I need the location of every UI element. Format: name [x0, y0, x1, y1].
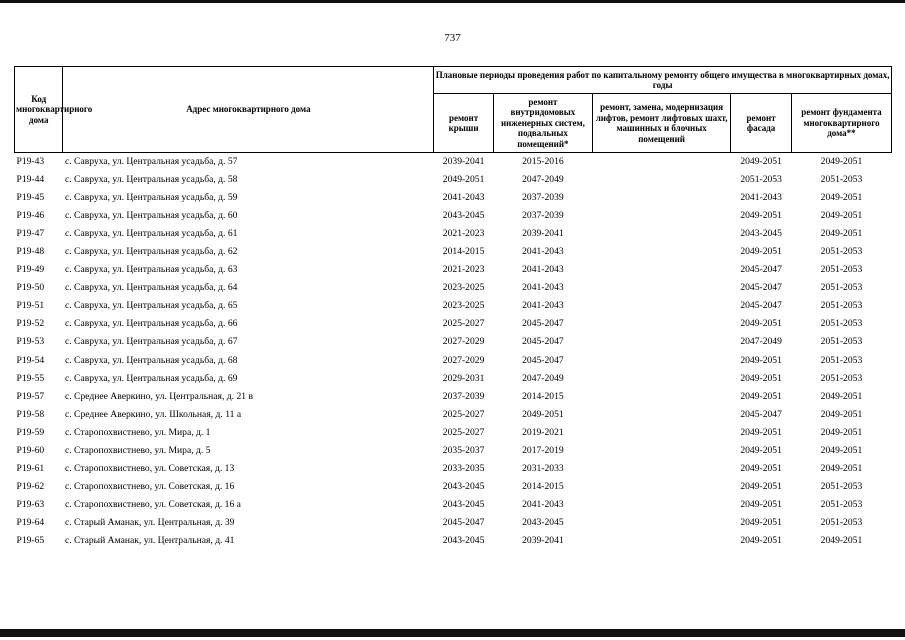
header-foundation: ремонт фундамента многоквартирного дома**: [791, 94, 891, 153]
cell-foundation: 2051-2053: [820, 354, 863, 366]
cell-roof: 2039-2041: [442, 156, 485, 168]
cell-code: Р19-63: [16, 498, 45, 510]
cell-code: Р19-61: [16, 462, 45, 474]
cell-engineering: 2045-2047: [522, 336, 564, 348]
cell-code: Р19-52: [16, 318, 45, 330]
cell-code: Р19-51: [16, 300, 45, 312]
cell-facade: 2049-2051: [740, 156, 782, 168]
cell-roof: 2043-2045: [442, 480, 485, 492]
cell-engineering: 2039-2041: [522, 535, 564, 546]
cell-roof: 2033-2035: [442, 462, 485, 474]
cell-foundation: 2049-2051: [820, 408, 863, 420]
cell-facade: 2049-2051: [740, 372, 782, 384]
table-row: [15, 189, 892, 207]
cell-roof: 2041-2043: [442, 192, 485, 204]
cell-roof: 2025-2027: [442, 408, 485, 420]
cell-engineering: 2045-2047: [522, 318, 564, 330]
cell-roof: 2049-2051: [442, 174, 485, 186]
cell-engineering: 2037-2039: [522, 192, 564, 204]
cell-engineering: 2049-2051: [522, 408, 564, 420]
cell-facade: 2045-2047: [740, 264, 782, 276]
cell-address: с. Среднее Аверкино, ул. Школьная, д. 11 а: [64, 408, 242, 420]
cell-foundation: 2049-2051: [820, 192, 863, 204]
cell-address: с. Старопохвистнево, ул. Советская, д. 13: [64, 462, 235, 474]
cell-facade: 2051-2053: [740, 174, 782, 186]
cell-facade: 2049-2051: [740, 354, 782, 366]
cell-foundation: 2051-2053: [820, 300, 863, 312]
cell-facade: 2041-2043: [740, 192, 782, 204]
cell-code: Р19-48: [16, 246, 45, 258]
cell-address: с. Старый Аманак, ул. Центральная, д. 39: [64, 516, 235, 528]
cell-address: с. Старый Аманак, ул. Центральная, д. 41: [64, 535, 235, 546]
cell-facade: 2045-2047: [740, 300, 782, 312]
cell-elevators: [592, 352, 730, 370]
cell-foundation: 2049-2051: [820, 444, 863, 456]
header-periods-group: Плановые периоды проведения работ по капитальному ремонту общего имущества в многоквартирных домах, годы: [434, 67, 892, 94]
cell-engineering: 2047-2049: [522, 372, 564, 384]
table-row: [15, 315, 892, 333]
cell-address: с. Савруха, ул. Центральная усадьба, д. 64: [64, 282, 238, 294]
cell-foundation: 2049-2051: [820, 535, 863, 546]
table-row: [15, 297, 892, 315]
cell-code: Р19-47: [16, 228, 45, 240]
cell-elevators: [592, 460, 730, 478]
cell-address: с. Старопохвистнево, ул. Советская, д. 16 а: [64, 498, 241, 510]
cell-address: с. Савруха, ул. Центральная усадьба, д. 61: [64, 228, 238, 240]
cell-foundation: 2051-2053: [820, 318, 863, 330]
cell-elevators: [592, 189, 730, 207]
cell-code: Р19-49: [16, 264, 45, 276]
cell-foundation: 2049-2051: [820, 210, 863, 222]
cell-foundation: 2051-2053: [820, 372, 863, 384]
table-row: [15, 225, 892, 243]
cell-elevators: [592, 514, 730, 532]
table-body: [15, 153, 892, 551]
cell-elevators: [592, 315, 730, 333]
cell-foundation: 2049-2051: [820, 390, 863, 402]
cell-address: с. Старопохвистнево, ул. Мира, д. 1: [64, 426, 211, 438]
cell-engineering: 2014-2015: [522, 480, 564, 492]
cell-elevators: [592, 243, 730, 261]
cell-code: Р19-44: [16, 174, 45, 186]
cell-roof: 2025-2027: [442, 426, 485, 438]
cell-roof: 2023-2025: [442, 282, 485, 294]
table-row: [15, 153, 892, 172]
header-elevators: ремонт, замена, модернизация лифтов, ремонт лифтовых шахт, машинных и блочных помещений: [592, 94, 730, 153]
cell-foundation: 2049-2051: [820, 228, 863, 240]
cell-code: Р19-53: [16, 336, 45, 348]
cell-engineering: 2041-2043: [522, 264, 564, 276]
cell-code: Р19-60: [16, 444, 45, 456]
top-rule: [0, 0, 905, 3]
cell-address: с. Савруха, ул. Центральная усадьба, д. 59: [64, 192, 238, 204]
header-facade: ремонт фасада: [731, 94, 792, 153]
cell-address: с. Савруха, ул. Центральная усадьба, д. 67: [64, 336, 238, 348]
table-row: [15, 532, 892, 550]
table-row: [15, 333, 892, 351]
cell-roof: 2025-2027: [442, 318, 485, 330]
cell-facade: 2049-2051: [740, 444, 782, 456]
cell-address: с. Савруха, ул. Центральная усадьба, д. 68: [64, 354, 238, 366]
cell-address: с. Савруха, ул. Центральная усадьба, д. 62: [64, 246, 238, 258]
cell-elevators: [592, 496, 730, 514]
cell-code: Р19-59: [16, 426, 45, 438]
cell-address: с. Савруха, ул. Центральная усадьба, д. 58: [64, 174, 238, 186]
cell-roof: 2021-2023: [442, 228, 485, 240]
cell-code: Р19-43: [16, 156, 45, 168]
cell-code: Р19-50: [16, 282, 45, 294]
cell-engineering: 2037-2039: [522, 210, 564, 222]
table-row: [15, 496, 892, 514]
cell-roof: 2027-2029: [442, 354, 485, 366]
cell-elevators: [592, 225, 730, 243]
cell-facade: 2049-2051: [740, 210, 782, 222]
cell-engineering: 2039-2041: [522, 228, 564, 240]
cell-foundation: 2051-2053: [820, 174, 863, 186]
table-row: [15, 243, 892, 261]
cell-roof: 2043-2045: [442, 535, 485, 546]
cell-elevators: [592, 406, 730, 424]
table-row: [15, 442, 892, 460]
header-code: Код многоквартирного дома: [15, 67, 63, 153]
table-row: [15, 171, 892, 189]
cell-elevators: [592, 478, 730, 496]
cell-engineering: 2041-2043: [522, 246, 564, 258]
table-row: [15, 352, 892, 370]
cell-facade: 2049-2051: [740, 426, 782, 438]
cell-foundation: 2051-2053: [820, 516, 863, 528]
cell-address: с. Старопохвистнево, ул. Мира, д. 5: [64, 444, 211, 456]
page-number: 737: [444, 32, 461, 44]
cell-foundation: 2051-2053: [820, 336, 863, 348]
table-row: [15, 514, 892, 532]
cell-elevators: [592, 171, 730, 189]
table-row: [15, 406, 892, 424]
cell-facade: 2049-2051: [740, 480, 782, 492]
cell-engineering: 2043-2045: [522, 516, 564, 528]
cell-elevators: [592, 261, 730, 279]
cell-facade: 2045-2047: [740, 282, 782, 294]
cell-address: с. Савруха, ул. Центральная усадьба, д. 66: [64, 318, 238, 330]
cell-elevators: [592, 388, 730, 406]
cell-elevators: [592, 207, 730, 225]
cell-engineering: 2031-2033: [522, 462, 564, 474]
cell-foundation: 2049-2051: [820, 156, 863, 168]
cell-code: Р19-64: [16, 516, 45, 528]
cell-code: Р19-62: [16, 480, 45, 492]
cell-foundation: 2051-2053: [820, 498, 863, 510]
cell-facade: 2049-2051: [740, 318, 782, 330]
cell-elevators: [592, 532, 730, 550]
cell-engineering: 2041-2043: [522, 282, 564, 294]
cell-address: с. Старопохвистнево, ул. Советская, д. 16: [64, 480, 235, 492]
cell-elevators: [592, 424, 730, 442]
cell-address: с. Савруха, ул. Центральная усадьба, д. 65: [64, 300, 238, 312]
cell-address: с. Савруха, ул. Центральная усадьба, д. 63: [64, 264, 238, 276]
cell-address: с. Савруха, ул. Центральная усадьба, д. 60: [64, 210, 238, 222]
cell-facade: 2049-2051: [740, 498, 782, 510]
cell-foundation: 2051-2053: [820, 264, 863, 276]
header-engineering: ремонт внутридомовых инженерных систем, подвальных помещений*: [493, 94, 592, 153]
cell-roof: 2027-2029: [442, 336, 485, 348]
cell-foundation: 2051-2053: [820, 480, 863, 492]
cell-address: с. Среднее Аверкино, ул. Центральная, д. 21 в: [64, 390, 253, 402]
cell-elevators: [592, 370, 730, 388]
cell-engineering: 2019-2021: [522, 426, 564, 438]
table-row: [15, 261, 892, 279]
table-header: [15, 67, 892, 153]
cell-facade: 2045-2047: [740, 408, 782, 420]
cell-roof: 2035-2037: [442, 444, 485, 456]
cell-engineering: 2017-2019: [522, 444, 564, 456]
cell-facade: 2047-2049: [740, 336, 782, 348]
cell-roof: 2021-2023: [442, 264, 485, 276]
cell-foundation: 2051-2053: [820, 282, 863, 294]
cell-elevators: [592, 153, 730, 172]
cell-facade: 2049-2051: [740, 462, 782, 474]
cell-elevators: [592, 442, 730, 460]
cell-foundation: 2049-2051: [820, 462, 863, 474]
cell-elevators: [592, 279, 730, 297]
header-roof: ремонт крыши: [434, 94, 494, 153]
cell-elevators: [592, 333, 730, 351]
cell-code: Р19-55: [16, 372, 45, 384]
table-row: [15, 370, 892, 388]
table-row: [15, 460, 892, 478]
table-row: [15, 207, 892, 225]
cell-facade: 2049-2051: [740, 390, 782, 402]
table-row: [15, 388, 892, 406]
cell-roof: 2037-2039: [442, 390, 485, 402]
cell-address: с. Савруха, ул. Центральная усадьба, д. 57: [64, 156, 238, 168]
cell-facade: 2049-2051: [740, 516, 782, 528]
cell-code: Р19-46: [16, 210, 45, 222]
cell-roof: 2045-2047: [442, 516, 485, 528]
cell-facade: 2049-2051: [740, 535, 782, 546]
cell-code: Р19-65: [16, 535, 45, 546]
cell-roof: 2023-2025: [442, 300, 485, 312]
cell-engineering: 2041-2043: [522, 498, 564, 510]
cell-roof: 2029-2031: [442, 372, 485, 384]
cell-roof: 2014-2015: [442, 246, 485, 258]
cell-roof: 2043-2045: [442, 498, 485, 510]
cell-engineering: 2047-2049: [522, 174, 564, 186]
cell-facade: 2043-2045: [740, 228, 782, 240]
cell-code: Р19-58: [16, 408, 45, 420]
table-row: [15, 279, 892, 297]
table-row: [15, 424, 892, 442]
cell-facade: 2049-2051: [740, 246, 782, 258]
cell-engineering: 2041-2043: [522, 300, 564, 312]
cell-address: с. Савруха, ул. Центральная усадьба, д. 69: [64, 372, 238, 384]
cell-engineering: 2015-2016: [522, 156, 564, 168]
cell-roof: 2043-2045: [442, 210, 485, 222]
cell-engineering: 2014-2015: [522, 390, 564, 402]
cell-foundation: 2049-2051: [820, 426, 863, 438]
bottom-rule: [0, 629, 905, 637]
cell-code: Р19-57: [16, 390, 45, 402]
cell-foundation: 2051-2053: [820, 246, 863, 258]
cell-engineering: 2045-2047: [522, 354, 564, 366]
capital-repair-table: [14, 66, 892, 550]
cell-elevators: [592, 297, 730, 315]
header-address: Адрес многоквартирного дома: [63, 67, 434, 153]
cell-code: Р19-54: [16, 354, 45, 366]
table-row: [15, 478, 892, 496]
cell-code: Р19-45: [16, 192, 45, 204]
